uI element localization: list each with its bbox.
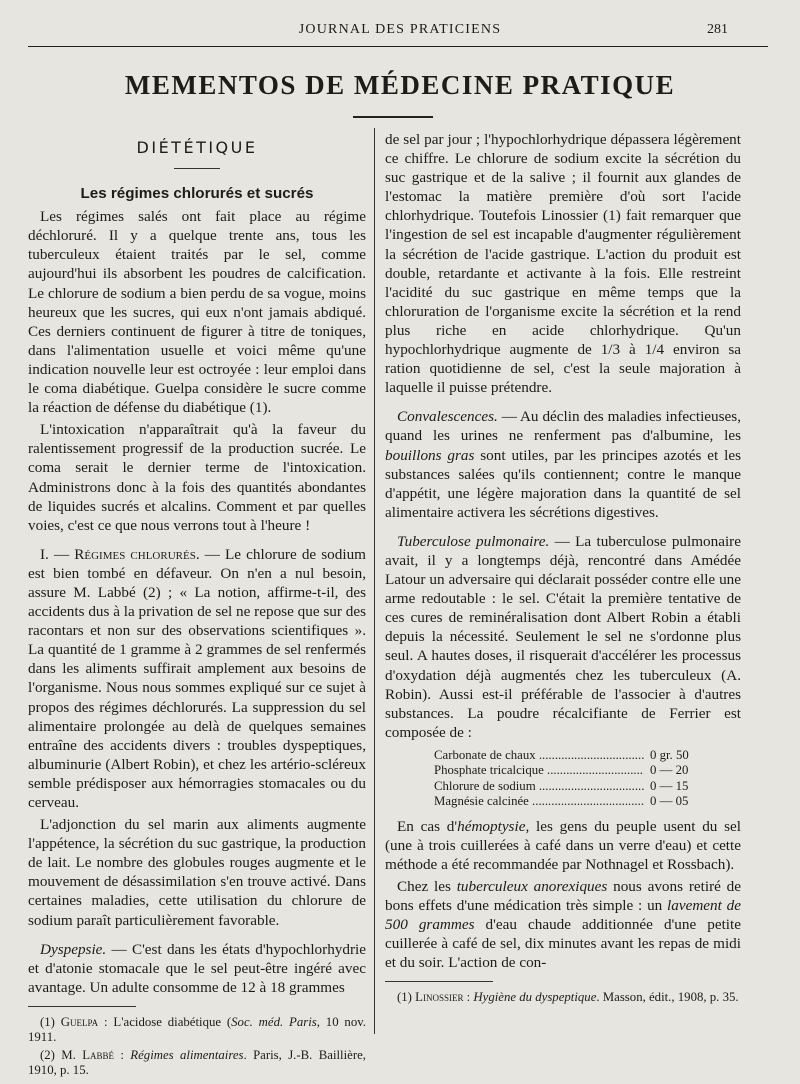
formula-row: Magnésie calcinée ..... 0 — 05 (434, 794, 704, 809)
paragraph-text: — Le chlorure de sodium est bien tombé en défaveur. On n'en a nul besoin, assure M. Labbé (2) ; « La notion, affirme-t-il, des accidents dus à la privation de sel ne repose que sur des racontars et non sur des observations scientifiques ». La quantité de 1 gramme à 2 grammes de sel renfermés dans les aliments suffirait amplement aux besoins de l'organisme. Nous nous sommes expliqué sur ce sujet à propos des régimes déchlorurés. La suppression du sel alimentaire prolongée au delà de quelques semaines entraîne des accidents divers : troubles dyspeptiques, albuminurie (Albert Robin), et chez les artério-scléreux semble prédisposer aux hémorragies stomacales ou du cerveau. (28, 545, 366, 811)
footnote-source: Hygiène du dyspeptique (473, 990, 597, 1005)
paragraph-heading: I. — Régimes chlorurés. (40, 545, 200, 563)
footnote-source: Régimes alimentaires (130, 1047, 244, 1062)
footnote-author: Labbé (82, 1047, 115, 1062)
footnote-author: Guelpa (60, 1014, 99, 1029)
footnote-rule (385, 981, 493, 982)
running-header: JOURNAL DES PRATICIENS (298, 22, 502, 37)
formula-row: Chlorure de sodium ..... 0 — 15 (434, 779, 704, 794)
emphasis: bouillons gras (385, 446, 475, 464)
paragraph: L'adjonction du sel marin aux aliments augmente l'appétence, la sécrétion du suc gastrique, la production de lait. Le nombre des globules rouges augmente et le mouvement de désassimilation s'en trouve activé. Dans certaines maladies, cette utilisation du chlorure de sodium paraît particulièrement favorable. (28, 816, 366, 929)
page-number: 281 (707, 22, 728, 37)
page-title: MEMENTOS DE MÉDECINE PRATIQUE (124, 70, 676, 100)
paragraph: L'intoxication n'apparaîtrait qu'à la faveur du ralentissement progressif de la production sucrée. Le coma serait le dernier terme de l'intoxication. Administrons donc à la fois des quantités abondantes de liquides sucrés et alcalins. Comment et par quelles voies, c'est ce que nous verrons tout à l'heure ! (28, 421, 366, 534)
title-rule (353, 116, 433, 118)
right-column (385, 130, 741, 1006)
paragraph-heading: Tuberculose pulmonaire. (397, 532, 550, 550)
paragraph: En cas d'hémoptysie, les gens du peuple usent du sel (une à trois cuillerées à café dans un verre d'eau) et cette méthode a été recommandée par Nothnagel et Rossbach). (385, 817, 742, 873)
paragraph: de sel par jour ; l'hypochlorhydrique dépassera légèrement ce chiffre. Le chlorure de sodium excite la sécrétion du suc gastrique et de la salive ; il fournit aux glandes de l'estomac la matière première d'où sort l'acide chlorhydrique. Toutefois Linossier (1) fait remarquer que l'ingestion de sel est incapable d'augmenter régulièrement la sécrétion de l'acide gastrique. L'action du produit est double, retardante et activante à la fois. Elle restreint l'acidité du suc gastrique en même temps que la chloruration de l'organisme excite la sécrétion et la rend plus riche en acide chlorhydrique. Qu'un hypochlorhydrique augmente de 1/3 à 1/4 environ sa ration quotidienne de sel, c'est la seule majoration à laquelle il puisse prétendre. (385, 131, 741, 397)
left-column (28, 130, 366, 1079)
paragraph-heading: Dyspepsie. (40, 940, 107, 958)
article-subtitle: Les régimes chlorurés et sucrés (80, 185, 314, 203)
emphasis: hémoptysie (457, 817, 526, 835)
paragraph-heading: Convalescences. (397, 408, 498, 426)
column-divider (374, 128, 375, 1034)
paragraph: Convalescences. — Au déclin des maladies infectieuses, quand les urines ne renferment pas d'albumine, les bouillons gras sont utiles, par les principes azotés et les substances salées qu'ils contiennent; contre le manque d'appétit, une légère majoration dans la quantité de sel alimentaire activera les sécrétions digestives. (385, 408, 741, 521)
formula-row: Phosphate tricalcique ..... 0 — 20 (434, 763, 704, 778)
paragraph: Chez les tuberculeux anorexiques nous avons retiré de bons effets d'une médication très simple : un lavement de 500 grammes d'eau chaude additionnée d'une petite cuillerée à café de sel, dix minutes avant les repas de midi et du soir. L'action de con- (385, 877, 742, 972)
formula-row: Carbonate de chaux ..... 0 gr. 50 (434, 748, 704, 763)
footnote-rule (28, 1006, 136, 1007)
footnote: (2) M. Labbé : Régimes alimentaires. Paris, J.-B. Baillière, 1910, p. 15. (28, 1047, 366, 1078)
footnote: (1) Linossier : Hygiène du dyspeptique. Masson, édit., 1908, p. 35. (397, 990, 739, 1005)
section-label: DIÉTÉTIQUE (136, 138, 258, 157)
formula-table (434, 748, 704, 810)
paragraph (28, 545, 366, 812)
paragraph: Les régimes salés ont fait place au régime déchloruré. Il y a quelque trente ans, tous les tuberculeux étaient traités par le sel, comme aujourd'hui ils absorbent les poudres de calcification. Le chlorure de sodium a bien perdu de sa vogue, moins heureux que les sucres, qui eux n'ont jamais abdiqué. Ces derniers continuent de figurer à titre de toniques, dans l'alimentation usuelle et voici même qu'une indication nouvelle leur est octroyée : leur emploi dans le coma diabétique. Guelpa considère le sucre comme la réaction de défense du diabétique (1). (28, 208, 366, 417)
header-rule (28, 46, 768, 47)
footnote-source: Soc. méd. Paris (231, 1014, 317, 1029)
section-rule (174, 168, 220, 169)
paragraph-text: — La tuberculose pulmonaire avait, il y a longtemps déjà, rencontré dans Amédée Latour un adversaire qui déclarait posséder contre elle une arme redoutable : le sel. C'était la première tentative de ces cures de reminéralisation dont Albert Robin a établi depuis la nécessité. Seulement le sel ne s'ordonne plus seul. A hautes doses, il risquerait d'accélérer les processus d'oxydation déjà augmentés chez les tuberculeux (A. Robin). Aussi est-il préférable de l'associer à d'autres substances. La poudre récalcifiante de Ferrier est composée de : (385, 532, 741, 741)
footnote-author: Linossier (415, 990, 464, 1005)
emphasis: tuberculeux anorexiques (456, 877, 608, 895)
paragraph (385, 532, 741, 742)
paragraph-text: — C'est dans les états d'hypochlorhydrie et d'atonie stomacale que le sel peut-être ingéré avec avantage. Un adulte consomme de 12 à 18 grammes (28, 940, 366, 996)
paragraph (28, 940, 366, 997)
emphasis: lavement de 500 grammes (385, 896, 741, 933)
footnote: (1) Guelpa : L'acidose diabétique (Soc. méd. Paris, 10 nov. 1911. (28, 1014, 366, 1045)
